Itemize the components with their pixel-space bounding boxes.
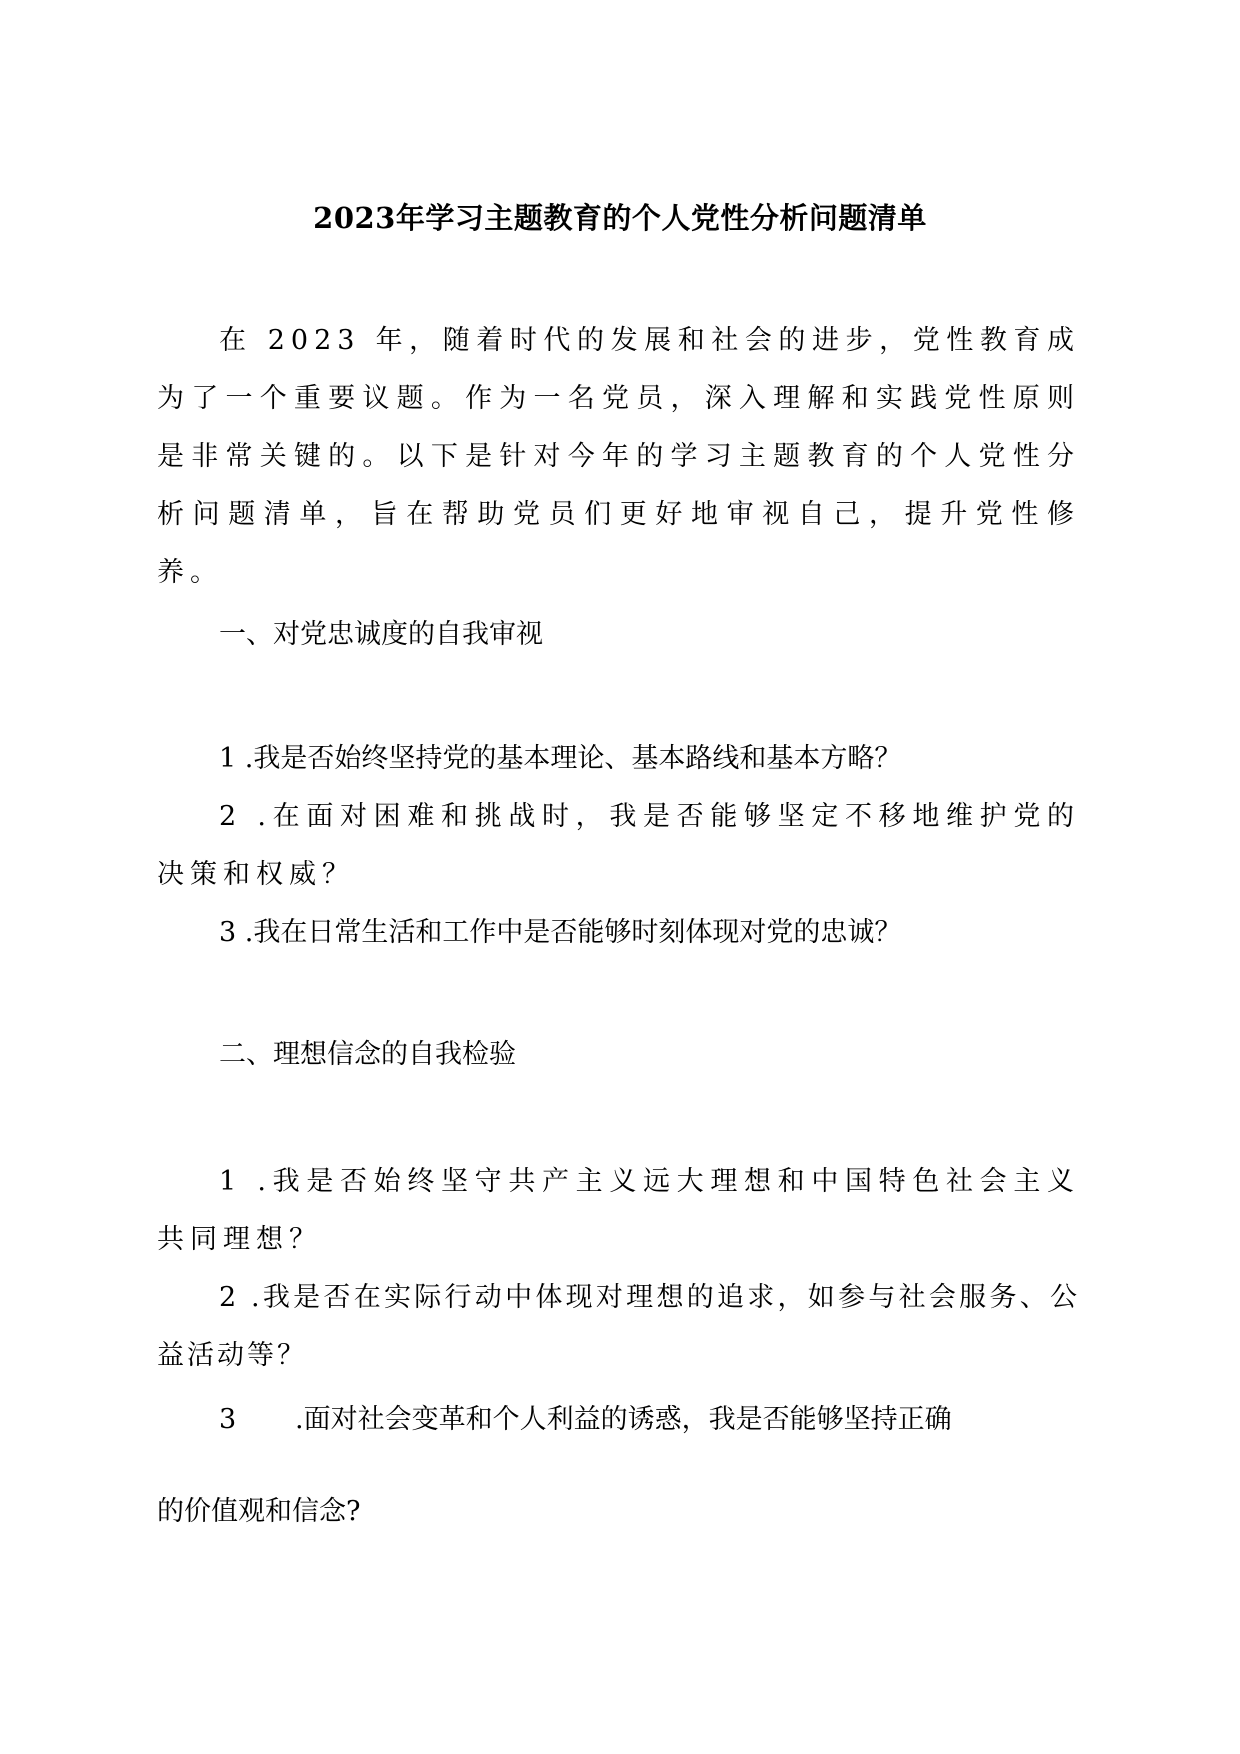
section-1-heading: 一、对党忠诚度的自我审视 — [219, 619, 543, 650]
section-2-item-3-text: .面对社会变革和个人利益的诱惑，我是否能够坚持正确 — [295, 1404, 952, 1435]
section-2-item-2: 2 .我是否在实际行动中体现对理想的追求，如参与社会服务、公益活动等？ — [157, 1282, 1080, 1371]
document-title: 2023年学习主题教育的个人党性分析问题清单 — [313, 201, 927, 235]
section-1-item-1: 1 .我是否始终坚持党的基本理论、基本路线和基本方略？ — [219, 743, 902, 774]
section-2-item-3-continuation: 的价值观和信念? — [157, 1496, 361, 1527]
section-2-heading: 二、理想信念的自我检验 — [219, 1039, 516, 1070]
section-2-item-1: 1 .我是否始终坚守共产主义远大理想和中国特色社会主义共同理想？ — [157, 1166, 1080, 1255]
section-1-item-3: 3 .我在日常生活和工作中是否能够时刻体现对党的忠诚？ — [219, 917, 902, 948]
section-1-item-2: 2 .在面对困难和挑战时，我是否能够坚定不移地维护党的决策和权威？ — [157, 801, 1080, 890]
section-2-item-3-number: 3 — [219, 1404, 237, 1435]
intro-paragraph: 在 2023 年，随着时代的发展和社会的进步，党性教育成为了一个重要议题。作为一名党员，深入理解和实践党性原则是非常关键的。以下是针对今年的学习主题教育的个人党性分析问题清单，旨在帮助党员们更好地审视自己，提升党性修养。 — [157, 325, 1080, 588]
